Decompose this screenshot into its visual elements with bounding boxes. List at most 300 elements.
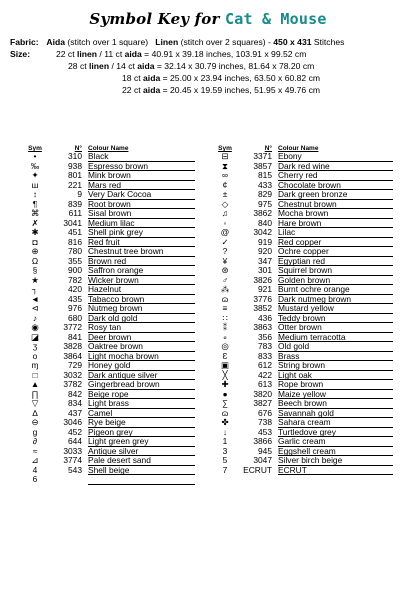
number-cell: 738 <box>258 417 272 427</box>
colour-name-cell: Nutmeg brown <box>88 304 195 314</box>
symbol-cell: ¥ <box>222 255 228 266</box>
colour-name-cell: Antique silver <box>88 447 195 457</box>
symbol-cell: ✤ <box>221 417 229 427</box>
table-row <box>212 323 393 333</box>
colour-name-cell: Mink brown <box>88 171 195 181</box>
colour-name-cell: Honey gold <box>88 361 195 371</box>
symbol-cell: ɷ <box>221 293 229 304</box>
symbol-cell: ∞ <box>222 170 228 180</box>
table-row <box>22 409 195 419</box>
symbol-cell: ⊕ <box>31 246 39 256</box>
table-row <box>22 228 195 238</box>
colour-name-cell: Dark old gold <box>88 314 195 324</box>
symbol-cell: ɱ <box>31 360 39 370</box>
colour-name-cell: Red fruit <box>88 238 195 248</box>
colour-name-cell: Golden brown <box>278 276 393 286</box>
table-row <box>212 466 393 476</box>
table-row <box>212 238 393 248</box>
table-row <box>212 380 393 390</box>
symbol-cell: о <box>32 350 38 361</box>
size-line-2 <box>10 60 410 72</box>
size-linen: linen <box>89 61 110 71</box>
colour-name-cell: Light brass <box>88 399 195 409</box>
symbol-cell: Ω <box>31 255 39 266</box>
table-row <box>22 466 195 476</box>
table-row <box>212 418 393 428</box>
symbol-cell: ∏ <box>31 388 39 399</box>
number-cell: 436 <box>258 312 272 323</box>
size-line-3 <box>10 72 410 84</box>
number-cell: 842 <box>68 388 82 399</box>
colour-name-cell: Burnt ochre orange <box>278 285 393 295</box>
colour-name-cell: Medium terracotta <box>278 333 393 343</box>
table-row <box>212 228 393 238</box>
table-row <box>22 162 195 172</box>
colour-name-cell: ECRUT <box>278 466 393 476</box>
colour-name-cell: Light oak <box>278 371 393 381</box>
number-cell: 839 <box>68 198 82 209</box>
number-cell: 611 <box>68 208 82 218</box>
symbol-cell: 3 <box>222 445 228 456</box>
fabric-aida: Aida <box>46 37 66 47</box>
table-row <box>22 475 195 485</box>
colour-name-cell: Hazelnut <box>88 285 195 295</box>
number-cell: ECRUT <box>243 464 272 475</box>
fabric-linen-note: (stitch over 2 squares) - <box>178 37 274 47</box>
symbol-cell: ♫ <box>221 208 229 218</box>
table-row <box>22 257 195 267</box>
number-cell: 3371 <box>253 151 272 161</box>
colour-name-cell: Egyptian red <box>278 257 393 267</box>
number-cell: 3042 <box>253 227 272 237</box>
colour-name-cell: Black <box>88 152 195 162</box>
table-row <box>212 285 393 295</box>
symbol-cell: ◄ <box>30 293 40 304</box>
fabric-line <box>10 36 410 48</box>
colour-name-cell: String brown <box>278 361 393 371</box>
table-row <box>212 333 393 343</box>
colour-name-cell: Maize yellow <box>278 390 393 400</box>
table-row <box>212 437 393 447</box>
size-text: = 20.45 x 19.59 inches, 51.95 x 49.76 cm <box>160 85 321 95</box>
number-cell: 355 <box>68 255 82 266</box>
table-row <box>212 276 393 286</box>
number-cell: 3862 <box>253 208 272 218</box>
number-cell: 976 <box>68 303 82 313</box>
number-cell: 356 <box>258 331 272 342</box>
colour-name-cell: Dark red wine <box>278 162 393 172</box>
table-row <box>22 361 195 371</box>
symbol-cell: ⁂ <box>220 284 230 294</box>
colour-name-cell: Ebony <box>278 152 393 162</box>
number-cell: 3857 <box>253 160 272 171</box>
colour-name-cell: Shell pink grey <box>88 228 195 238</box>
fabric-linen: Linen <box>155 37 179 47</box>
symbol-cell: □ <box>32 369 38 380</box>
symbol-table-left <box>22 143 195 485</box>
stitch-count: 450 x 431 <box>273 37 312 47</box>
size-aida: aida <box>137 61 155 71</box>
page-title <box>0 10 416 28</box>
symbol-cell: ∷ <box>222 312 228 323</box>
colour-name-cell: Mocha brown <box>278 209 393 219</box>
table-row <box>212 390 393 400</box>
colour-name-cell: Dark green bronze <box>278 190 393 200</box>
table-row <box>22 314 195 324</box>
symbol-cell: ◪ <box>31 331 39 342</box>
colour-name-cell <box>88 475 195 485</box>
colour-name-cell: Pigeon grey <box>88 428 195 438</box>
symbol-cell: ◉ <box>31 322 39 332</box>
size-text: 22 ct <box>122 85 144 95</box>
number-cell: 729 <box>68 360 82 370</box>
size-text: / 14 ct <box>109 61 138 71</box>
colour-name-cell: Hare brown <box>278 219 393 229</box>
table-row <box>212 152 393 162</box>
header-sym: Sym <box>28 145 42 152</box>
size-text: = 25.00 x 23.94 inches, 63.50 x 60.82 cm <box>160 73 321 83</box>
number-cell: 437 <box>68 407 82 418</box>
colour-name-cell: Saffron orange <box>88 266 195 276</box>
table-row <box>22 342 195 352</box>
symbol-cell: ≈ <box>32 445 38 456</box>
number-cell: 815 <box>258 170 272 180</box>
number-cell: 221 <box>68 179 82 190</box>
stitches-word: Stitches <box>311 37 345 47</box>
symbol-table-right <box>212 143 393 475</box>
colour-name-cell: Dark antique silver <box>88 371 195 381</box>
number-cell: 3776 <box>253 293 272 304</box>
table-row <box>212 209 393 219</box>
header-num: N° <box>74 145 82 152</box>
symbol-cell: ▣ <box>221 360 229 370</box>
table-row <box>22 209 195 219</box>
number-cell: 3774 <box>63 455 82 465</box>
table-row <box>212 342 393 352</box>
colour-name-cell: Tabacco brown <box>88 295 195 305</box>
table-row <box>212 181 393 191</box>
title-prefix: Symbol Key for <box>89 10 226 28</box>
number-cell: 301 <box>258 265 272 275</box>
table-row <box>212 361 393 371</box>
symbol-cell: ✦ <box>31 170 39 180</box>
number-cell: 644 <box>68 436 82 446</box>
colour-name-cell: Camel <box>88 409 195 419</box>
size-label: Size: <box>10 49 31 59</box>
number-cell: 3864 <box>63 350 82 361</box>
symbol-cell: 4 <box>32 464 38 475</box>
number-cell: 453 <box>258 426 272 437</box>
symbol-cell: ▲ <box>30 379 40 389</box>
number-cell: 3047 <box>253 455 272 465</box>
table-row <box>22 171 195 181</box>
table-row <box>22 380 195 390</box>
number-cell: 920 <box>258 246 272 256</box>
table-row <box>212 314 393 324</box>
symbol-cell: ɷ <box>221 407 229 418</box>
colour-name-cell: Garlic cream <box>278 437 393 447</box>
table-row <box>212 399 393 409</box>
number-cell: 310 <box>68 151 82 161</box>
colour-name-cell: Ochre copper <box>278 247 393 257</box>
table-row <box>212 409 393 419</box>
header-name: Colour Name <box>88 145 129 152</box>
colour-name-cell: Squirrel brown <box>278 266 393 276</box>
colour-name-cell: Rope brown <box>278 380 393 390</box>
table-row <box>22 390 195 400</box>
colour-name-cell: Chestnut brown <box>278 200 393 210</box>
colour-name-cell: Chocolate brown <box>278 181 393 191</box>
table-row <box>22 181 195 191</box>
colour-name-cell: Light mocha brown <box>88 352 195 362</box>
symbol-cell: • <box>33 151 37 161</box>
number-cell: 782 <box>68 274 82 285</box>
table-row <box>22 190 195 200</box>
number-cell: 780 <box>68 246 82 256</box>
colour-name-cell: Savannah gold <box>278 409 393 419</box>
symbol-cell: ┐ <box>32 284 38 294</box>
number-cell: 612 <box>258 360 272 370</box>
table-row <box>212 456 393 466</box>
number-cell: 3852 <box>253 303 272 313</box>
symbol-cell: ¢ <box>222 179 228 190</box>
symbol-cell: ∆ <box>32 407 38 418</box>
symbol-cell: ∘ <box>222 331 228 342</box>
table-row <box>212 190 393 200</box>
number-cell: 801 <box>68 170 82 180</box>
table-row <box>212 257 393 267</box>
colour-name-cell: Chestnut tree brown <box>88 247 195 257</box>
number-cell: 833 <box>258 350 272 361</box>
symbol-cell: ⌘ <box>30 208 40 218</box>
symbol-cell: ± <box>222 189 228 199</box>
number-cell: 676 <box>258 407 272 418</box>
table-row <box>212 219 393 229</box>
symbol-cell: ? <box>222 246 228 256</box>
colour-name-cell: Wicker brown <box>88 276 195 286</box>
table-header <box>212 143 393 152</box>
number-cell: 3046 <box>63 417 82 427</box>
number-cell: 3826 <box>253 274 272 285</box>
symbol-cell: ✗ <box>31 217 39 228</box>
symbol-cell: 6 <box>32 474 38 484</box>
number-cell: 613 <box>258 379 272 389</box>
table-row <box>212 266 393 276</box>
number-cell: 435 <box>68 293 82 304</box>
number-cell: 3863 <box>253 322 272 332</box>
table-row <box>212 428 393 438</box>
symbol-cell: ♪ <box>32 312 38 323</box>
symbol-cell: ╳ <box>222 369 228 380</box>
table-row <box>22 333 195 343</box>
symbol-cell: ⊖ <box>31 417 39 427</box>
size-text: 22 ct <box>55 49 77 59</box>
table-row <box>22 266 195 276</box>
table-row <box>22 295 195 305</box>
number-cell: 3032 <box>63 369 82 380</box>
number-cell: 3782 <box>63 379 82 389</box>
colour-name-cell: Mustard yellow <box>278 304 393 314</box>
symbol-cell: § <box>32 265 38 275</box>
number-cell: 3827 <box>253 398 272 408</box>
number-cell: 680 <box>68 312 82 323</box>
table-header <box>22 143 195 152</box>
table-row <box>212 352 393 362</box>
size-line-1 <box>10 48 410 60</box>
table-row <box>212 371 393 381</box>
symbol-cell: ¶ <box>32 198 38 209</box>
symbol-cell: ‰ <box>30 160 40 171</box>
number-cell: 452 <box>68 426 82 437</box>
symbol-cell: ◇ <box>221 198 229 209</box>
symbol-cell: ⁑ <box>222 322 228 332</box>
number-cell: 347 <box>258 255 272 266</box>
number-cell: 420 <box>68 284 82 294</box>
size-text: = 32.14 x 30.79 inches, 81.64 x 78.20 cm <box>154 61 315 71</box>
colour-name-cell: Turtledove grey <box>278 428 393 438</box>
symbol-cell: ✓ <box>221 236 229 247</box>
symbol-cell: ⊟ <box>221 151 229 161</box>
table-row <box>212 162 393 172</box>
table-row <box>212 171 393 181</box>
symbol-cell: ✱ <box>31 227 39 237</box>
number-cell: 938 <box>68 160 82 171</box>
table-row <box>22 238 195 248</box>
number-cell: 3041 <box>63 217 82 228</box>
colour-name-cell: Brown red <box>88 257 195 267</box>
symbol-cell: ◘ <box>32 236 38 247</box>
size-aida: aida <box>143 73 161 83</box>
colour-name-cell: Pale desert sand <box>88 456 195 466</box>
number-cell: 945 <box>258 445 272 456</box>
table-row <box>22 437 195 447</box>
colour-name-cell: Very Dark Cocoa <box>88 190 195 200</box>
colour-name-cell: Shell beige <box>88 466 195 476</box>
fabric-label: Fabric: <box>10 37 39 47</box>
table-row <box>212 304 393 314</box>
colour-name-cell: Mars red <box>88 181 195 191</box>
table-row <box>22 152 195 162</box>
number-cell <box>48 475 88 485</box>
symbol-cell: g <box>32 426 38 437</box>
number-cell: 829 <box>258 189 272 199</box>
number-cell: 543 <box>68 464 82 475</box>
symbol-cell: Ɛ <box>222 350 228 361</box>
colour-name-cell: Lilac <box>278 228 393 238</box>
symbol-cell: ✚ <box>221 379 229 389</box>
number-cell: 783 <box>258 341 272 351</box>
colour-name-cell: Oaktree brown <box>88 342 195 352</box>
number-cell: 841 <box>68 331 82 342</box>
symbol-cell: ⊲ <box>31 303 39 313</box>
colour-name-cell: Medium lilac <box>88 219 195 229</box>
table-row <box>22 285 195 295</box>
table-row <box>212 447 393 457</box>
number-cell: 834 <box>68 398 82 408</box>
number-cell: 840 <box>258 217 272 228</box>
symbol-cell: 7 <box>222 464 228 475</box>
size-text: 28 ct <box>68 61 90 71</box>
symbol-cell: ⧗ <box>222 160 228 171</box>
number-cell: 919 <box>258 236 272 247</box>
number-cell: 422 <box>258 369 272 380</box>
symbol-cell: ★ <box>31 274 39 285</box>
symbol-cell: ▽ <box>31 398 39 408</box>
table-row <box>22 352 195 362</box>
table-row <box>22 247 195 257</box>
colour-name-cell: Beech brown <box>278 399 393 409</box>
colour-name-cell: Brass <box>278 352 393 362</box>
symbol-cell: ∂ <box>32 436 38 446</box>
design-name: Cat & Mouse <box>225 10 327 28</box>
colour-name-cell: Sahara cream <box>278 418 393 428</box>
symbol-cell: ♂ <box>221 274 229 285</box>
symbol-cell: ʒ <box>32 341 38 351</box>
size-linen: linen <box>76 49 98 59</box>
size-text: 18 ct <box>122 73 144 83</box>
table-row <box>22 447 195 457</box>
table-row <box>22 276 195 286</box>
table-row <box>22 418 195 428</box>
header-sym: Sym <box>218 145 232 152</box>
colour-name-cell: Silver birch beige <box>278 456 393 466</box>
size-text: / 11 ct <box>97 49 125 59</box>
symbol-cell: ⊿ <box>31 455 39 465</box>
table-row <box>22 399 195 409</box>
size-aida: aida <box>124 49 142 59</box>
colour-name-cell: Rosy tan <box>88 323 195 333</box>
symbol-cell: ◎ <box>221 341 229 351</box>
header-num: N° <box>264 145 272 152</box>
colour-name-cell: Eggshell cream <box>278 447 393 457</box>
colour-name-cell: Teddy brown <box>278 314 393 324</box>
symbol-cell: ● <box>222 388 228 399</box>
table-row <box>22 304 195 314</box>
colour-name-cell: Light green grey <box>88 437 195 447</box>
colour-name-cell: Old gold <box>278 342 393 352</box>
colour-name-cell: Red copper <box>278 238 393 248</box>
number-cell: 3772 <box>63 322 82 332</box>
number-cell: 816 <box>68 236 82 247</box>
number-cell: 433 <box>258 179 272 190</box>
size-aida: aida <box>143 85 161 95</box>
colour-name-cell: Cherry red <box>278 171 393 181</box>
colour-name-cell: Otter brown <box>278 323 393 333</box>
number-cell: 9 <box>77 189 82 199</box>
symbol-cell: @ <box>220 227 230 237</box>
colour-name-cell: Deer brown <box>88 333 195 343</box>
number-cell: 3866 <box>253 436 272 446</box>
table-row <box>212 295 393 305</box>
colour-name-cell: Sisal brown <box>88 209 195 219</box>
colour-name-cell: Gingerbread brown <box>88 380 195 390</box>
number-cell: 451 <box>68 227 82 237</box>
size-line-4 <box>10 84 410 96</box>
table-row <box>22 371 195 381</box>
symbol-cell: ≡ <box>222 303 228 313</box>
table-row <box>22 456 195 466</box>
table-row <box>212 200 393 210</box>
symbol-cell: ◦ <box>223 217 227 228</box>
table-row <box>22 428 195 438</box>
table-row <box>22 219 195 229</box>
colour-name-cell: Beige rope <box>88 390 195 400</box>
symbol-cell: ↓ <box>222 426 228 437</box>
number-cell: 3820 <box>253 388 272 399</box>
symbol-cell: ⊛ <box>221 265 229 275</box>
colour-name-cell: Root brown <box>88 200 195 210</box>
symbol-cell: ш <box>31 179 39 190</box>
